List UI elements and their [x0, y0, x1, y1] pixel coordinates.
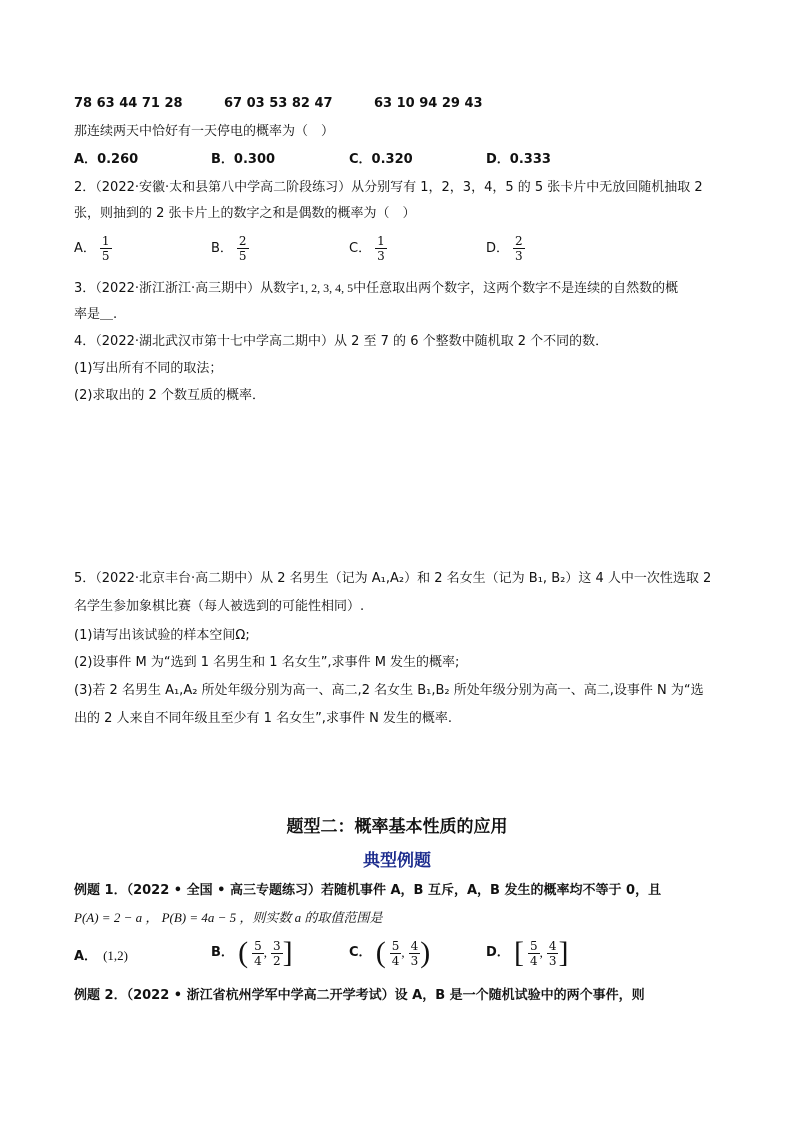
- q5-stem-line1: 5．（2022·北京丰台·高二期中）从 2 名男生（记为 A₁,A₂）和 2 名女生（记为 B₁, B₂）这 4 人中一次性选取 2: [74, 571, 712, 586]
- q2-option-d: D． $\frac{2}{3}$: [486, 234, 523, 263]
- q2-option-a: A． $\frac{1}{5}$: [74, 234, 110, 263]
- example1-option-d: D． [ $\frac{5}{4}$ , $\frac{4}{3}$ ]: [486, 936, 569, 969]
- q5-sub3-line1: (3)若 2 名男生 A₁,A₂ 所处年级分别为高一、高二,2 名女生 B₁,B₂ 所处年级分别为高一、高二,设事件 N 为“选: [74, 683, 704, 698]
- q1-option-a: A．0.260: [74, 152, 139, 167]
- q1-option-c: C．0.320: [349, 152, 413, 167]
- random-numbers-group-2: 67 03 53 82 47: [224, 96, 333, 111]
- q1-option-b: B．0.300: [211, 152, 276, 167]
- q5-sub2: (2)设事件 M 为“选到 1 名男生和 1 名女生”,求事件 M 发生的概率;: [74, 655, 460, 670]
- random-numbers-group-3: 63 10 94 29 43: [374, 96, 483, 111]
- q5-sub3-line2: 出的 2 人来自不同年级且至少有 1 名女生”,求事件 N 发生的概率.: [74, 711, 453, 726]
- example1-option-a: A． (1,2): [74, 948, 128, 964]
- example1-option-b: B． ( $\frac{5}{4}$ , $\frac{3}{2}$ ]: [211, 936, 293, 969]
- example1-stem-line1: 例题 1．（2022 • 全国 • 高三专题练习）若随机事件 A，B 互斥，A，B 发生的概率均不等于 0，且: [74, 883, 662, 898]
- section-subtitle: 典型例题: [363, 851, 431, 871]
- q5-stem-line2: 名学生参加象棋比赛（每人被选到的可能性相同）.: [74, 599, 365, 614]
- q2-option-b: B． $\frac{2}{5}$: [211, 234, 247, 263]
- q3-stem-line2: 率是＿.: [74, 307, 118, 322]
- section-title: 题型二：概率基本性质的应用: [286, 817, 508, 837]
- q4-sub1: (1)写出所有不同的取法；: [74, 361, 223, 376]
- example1-option-c: C． ( $\frac{5}{4}$ , $\frac{4}{3}$ ): [349, 936, 431, 969]
- q5-sub1: (1)请写出该试验的样本空间Ω;: [74, 628, 250, 643]
- q2-stem-line2: 张，则抽到的 2 张卡片上的数字之和是偶数的概率为（ ）: [74, 206, 416, 221]
- q4-stem: 4．（2022·湖北武汉市第十七中学高二期中）从 2 至 7 的 6 个整数中随机取 2 个不同的数．: [74, 334, 609, 349]
- q2-stem-line1: 2．（2022·安徽·太和县第八中学高二阶段练习）从分别写有 1，2，3，4，5 的 5 张卡片中无放回随机抽取 2: [74, 180, 703, 195]
- q2-option-c: C． $\frac{1}{3}$: [349, 234, 385, 263]
- random-numbers-group-1: 78 63 44 71 28: [74, 96, 183, 111]
- example2-stem-line1: 例题 2．（2022 • 浙江省杭州学军中学高二开学考试）设 A，B 是一个随机试验中的两个事件，则: [74, 988, 645, 1003]
- q3-stem-line1: 3．（2022·浙江浙江·高三期中）从数字1, 2, 3, 4, 5中任意取出两个数字，这两个数字不是连续的自然数的概: [74, 281, 679, 296]
- q1-option-d: D．0.333: [486, 152, 551, 167]
- example1-stem-line2: P(A) = 2 − a ， P(B) = 4a − 5 ，则实数 a 的取值范围是: [74, 910, 383, 925]
- q4-sub2: (2)求取出的 2 个数互质的概率．: [74, 388, 265, 403]
- q1-stem: 那连续两天中恰好有一天停电的概率为（ ）: [74, 124, 335, 139]
